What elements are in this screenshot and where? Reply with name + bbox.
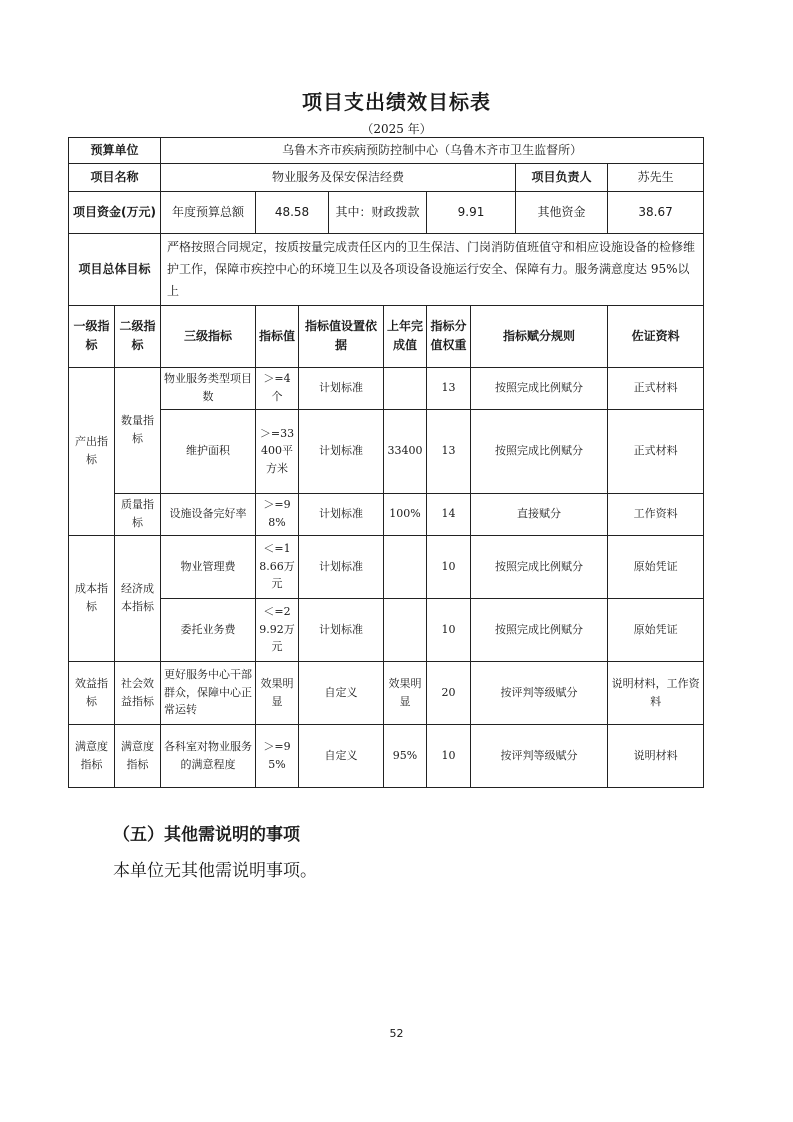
header-evidence: 佐证资料 <box>608 305 704 367</box>
goal-label: 项目总体目标 <box>69 234 161 306</box>
row-value: ＞=98% <box>256 493 299 535</box>
table-row <box>69 724 704 787</box>
row-last <box>384 535 427 598</box>
row-name: 维护面积 <box>161 409 256 493</box>
group-output: 产出指标 <box>69 367 115 535</box>
row-name: 设施设备完好率 <box>161 493 256 535</box>
row-basis: 自定义 <box>299 661 384 724</box>
row-value: ＞=4个 <box>256 367 299 409</box>
row-evidence: 原始凭证 <box>608 598 704 661</box>
row-weight: 20 <box>427 661 471 724</box>
page-number: 52 <box>389 1027 404 1040</box>
row-rule: 按照完成比例赋分 <box>471 535 608 598</box>
header-value: 指标值 <box>256 305 299 367</box>
leader-label: 项目负责人 <box>516 164 608 192</box>
row-last <box>384 598 427 661</box>
row-last <box>384 367 427 409</box>
row-last: 效果明显 <box>384 661 427 724</box>
page-title: 项目支出绩效目标表 <box>302 90 491 114</box>
row-basis: 计划标准 <box>299 367 384 409</box>
group-cost: 成本指标 <box>69 535 115 661</box>
header-last-year: 上年完成值 <box>384 305 427 367</box>
row-rule: 按照完成比例赋分 <box>471 409 608 493</box>
header-rule: 指标赋分规则 <box>471 305 608 367</box>
project-value: 物业服务及保安保洁经费 <box>161 164 516 192</box>
row-name: 物业管理费 <box>161 535 256 598</box>
row-name: 更好服务中心干部群众，保障中心正常运转 <box>161 661 256 724</box>
leader-value: 苏先生 <box>608 164 704 192</box>
row-basis: 计划标准 <box>299 598 384 661</box>
row-evidence: 正式材料 <box>608 409 704 493</box>
group-benefit: 效益指标 <box>69 661 115 724</box>
other-label: 其他资金 <box>516 192 608 234</box>
row-basis: 计划标准 <box>299 493 384 535</box>
row-evidence: 工作资料 <box>608 493 704 535</box>
row-value: ＜=18.66万元 <box>256 535 299 598</box>
table-row <box>69 535 704 598</box>
row-last: 33400 <box>384 409 427 493</box>
group-quantity: 数量指标 <box>115 367 161 493</box>
table-row <box>69 598 704 661</box>
group-satisfaction-sub: 满意度指标 <box>115 724 161 787</box>
annual-value: 48.58 <box>256 192 329 234</box>
row-rule: 按评判等级赋分 <box>471 724 608 787</box>
row-rule: 按照完成比例赋分 <box>471 598 608 661</box>
project-label: 项目名称 <box>69 164 161 192</box>
row-last: 100% <box>384 493 427 535</box>
funds-label: 项目资金(万元) <box>69 192 161 234</box>
section-heading: （五）其他需说明的事项 <box>113 825 300 845</box>
header-level2: 二级指标 <box>115 305 161 367</box>
row-name: 委托业务费 <box>161 598 256 661</box>
row-evidence: 正式材料 <box>608 367 704 409</box>
group-satisfaction: 满意度指标 <box>69 724 115 787</box>
table-row <box>69 493 704 535</box>
other-value: 38.67 <box>608 192 704 234</box>
year-label: （2025 年） <box>361 122 432 136</box>
performance-table <box>68 137 704 788</box>
row-value: 效果明显 <box>256 661 299 724</box>
unit-value: 乌鲁木齐市疾病预防控制中心（乌鲁木齐市卫生监督所） <box>161 138 704 164</box>
row-weight: 10 <box>427 598 471 661</box>
row-last: 95% <box>384 724 427 787</box>
row-rule: 按评判等级赋分 <box>471 661 608 724</box>
table-row <box>69 661 704 724</box>
row-weight: 10 <box>427 724 471 787</box>
header-basis: 指标值设置依据 <box>299 305 384 367</box>
row-value: ＜=29.92万元 <box>256 598 299 661</box>
row-evidence: 说明材料 <box>608 724 704 787</box>
row-weight: 14 <box>427 493 471 535</box>
unit-label: 预算单位 <box>69 138 161 164</box>
row-basis: 计划标准 <box>299 409 384 493</box>
group-quality: 质量指标 <box>115 493 161 535</box>
header-weight: 指标分值权重 <box>427 305 471 367</box>
row-weight: 10 <box>427 535 471 598</box>
header-level1: 一级指标 <box>69 305 115 367</box>
row-value: ＞=33400平方米 <box>256 409 299 493</box>
row-weight: 13 <box>427 409 471 493</box>
row-basis: 自定义 <box>299 724 384 787</box>
row-evidence: 原始凭证 <box>608 535 704 598</box>
table-row <box>69 367 704 409</box>
group-economic-cost: 经济成本指标 <box>115 535 161 661</box>
fiscal-label: 其中：财政拨款 <box>329 192 427 234</box>
group-social-benefit: 社会效益指标 <box>115 661 161 724</box>
header-level3: 三级指标 <box>161 305 256 367</box>
row-rule: 按照完成比例赋分 <box>471 367 608 409</box>
row-name: 各科室对物业服务的满意程度 <box>161 724 256 787</box>
row-evidence: 说明材料，工作资料 <box>608 661 704 724</box>
table-row <box>69 409 704 493</box>
annual-label: 年度预算总额 <box>161 192 256 234</box>
fiscal-value: 9.91 <box>427 192 516 234</box>
row-basis: 计划标准 <box>299 535 384 598</box>
row-name: 物业服务类型项目数 <box>161 367 256 409</box>
row-weight: 13 <box>427 367 471 409</box>
section-body: 本单位无其他需说明事项。 <box>113 861 317 881</box>
row-value: ＞=95% <box>256 724 299 787</box>
row-rule: 直接赋分 <box>471 493 608 535</box>
goal-value: 严格按照合同规定，按质按量完成责任区内的卫生保洁、门岗消防值班值守和相应设施设备的检修维护工作，保障市疾控中心的环境卫生以及各项设备设施运行安全、保障有力。服务满意度达 95%以上 <box>161 234 704 306</box>
